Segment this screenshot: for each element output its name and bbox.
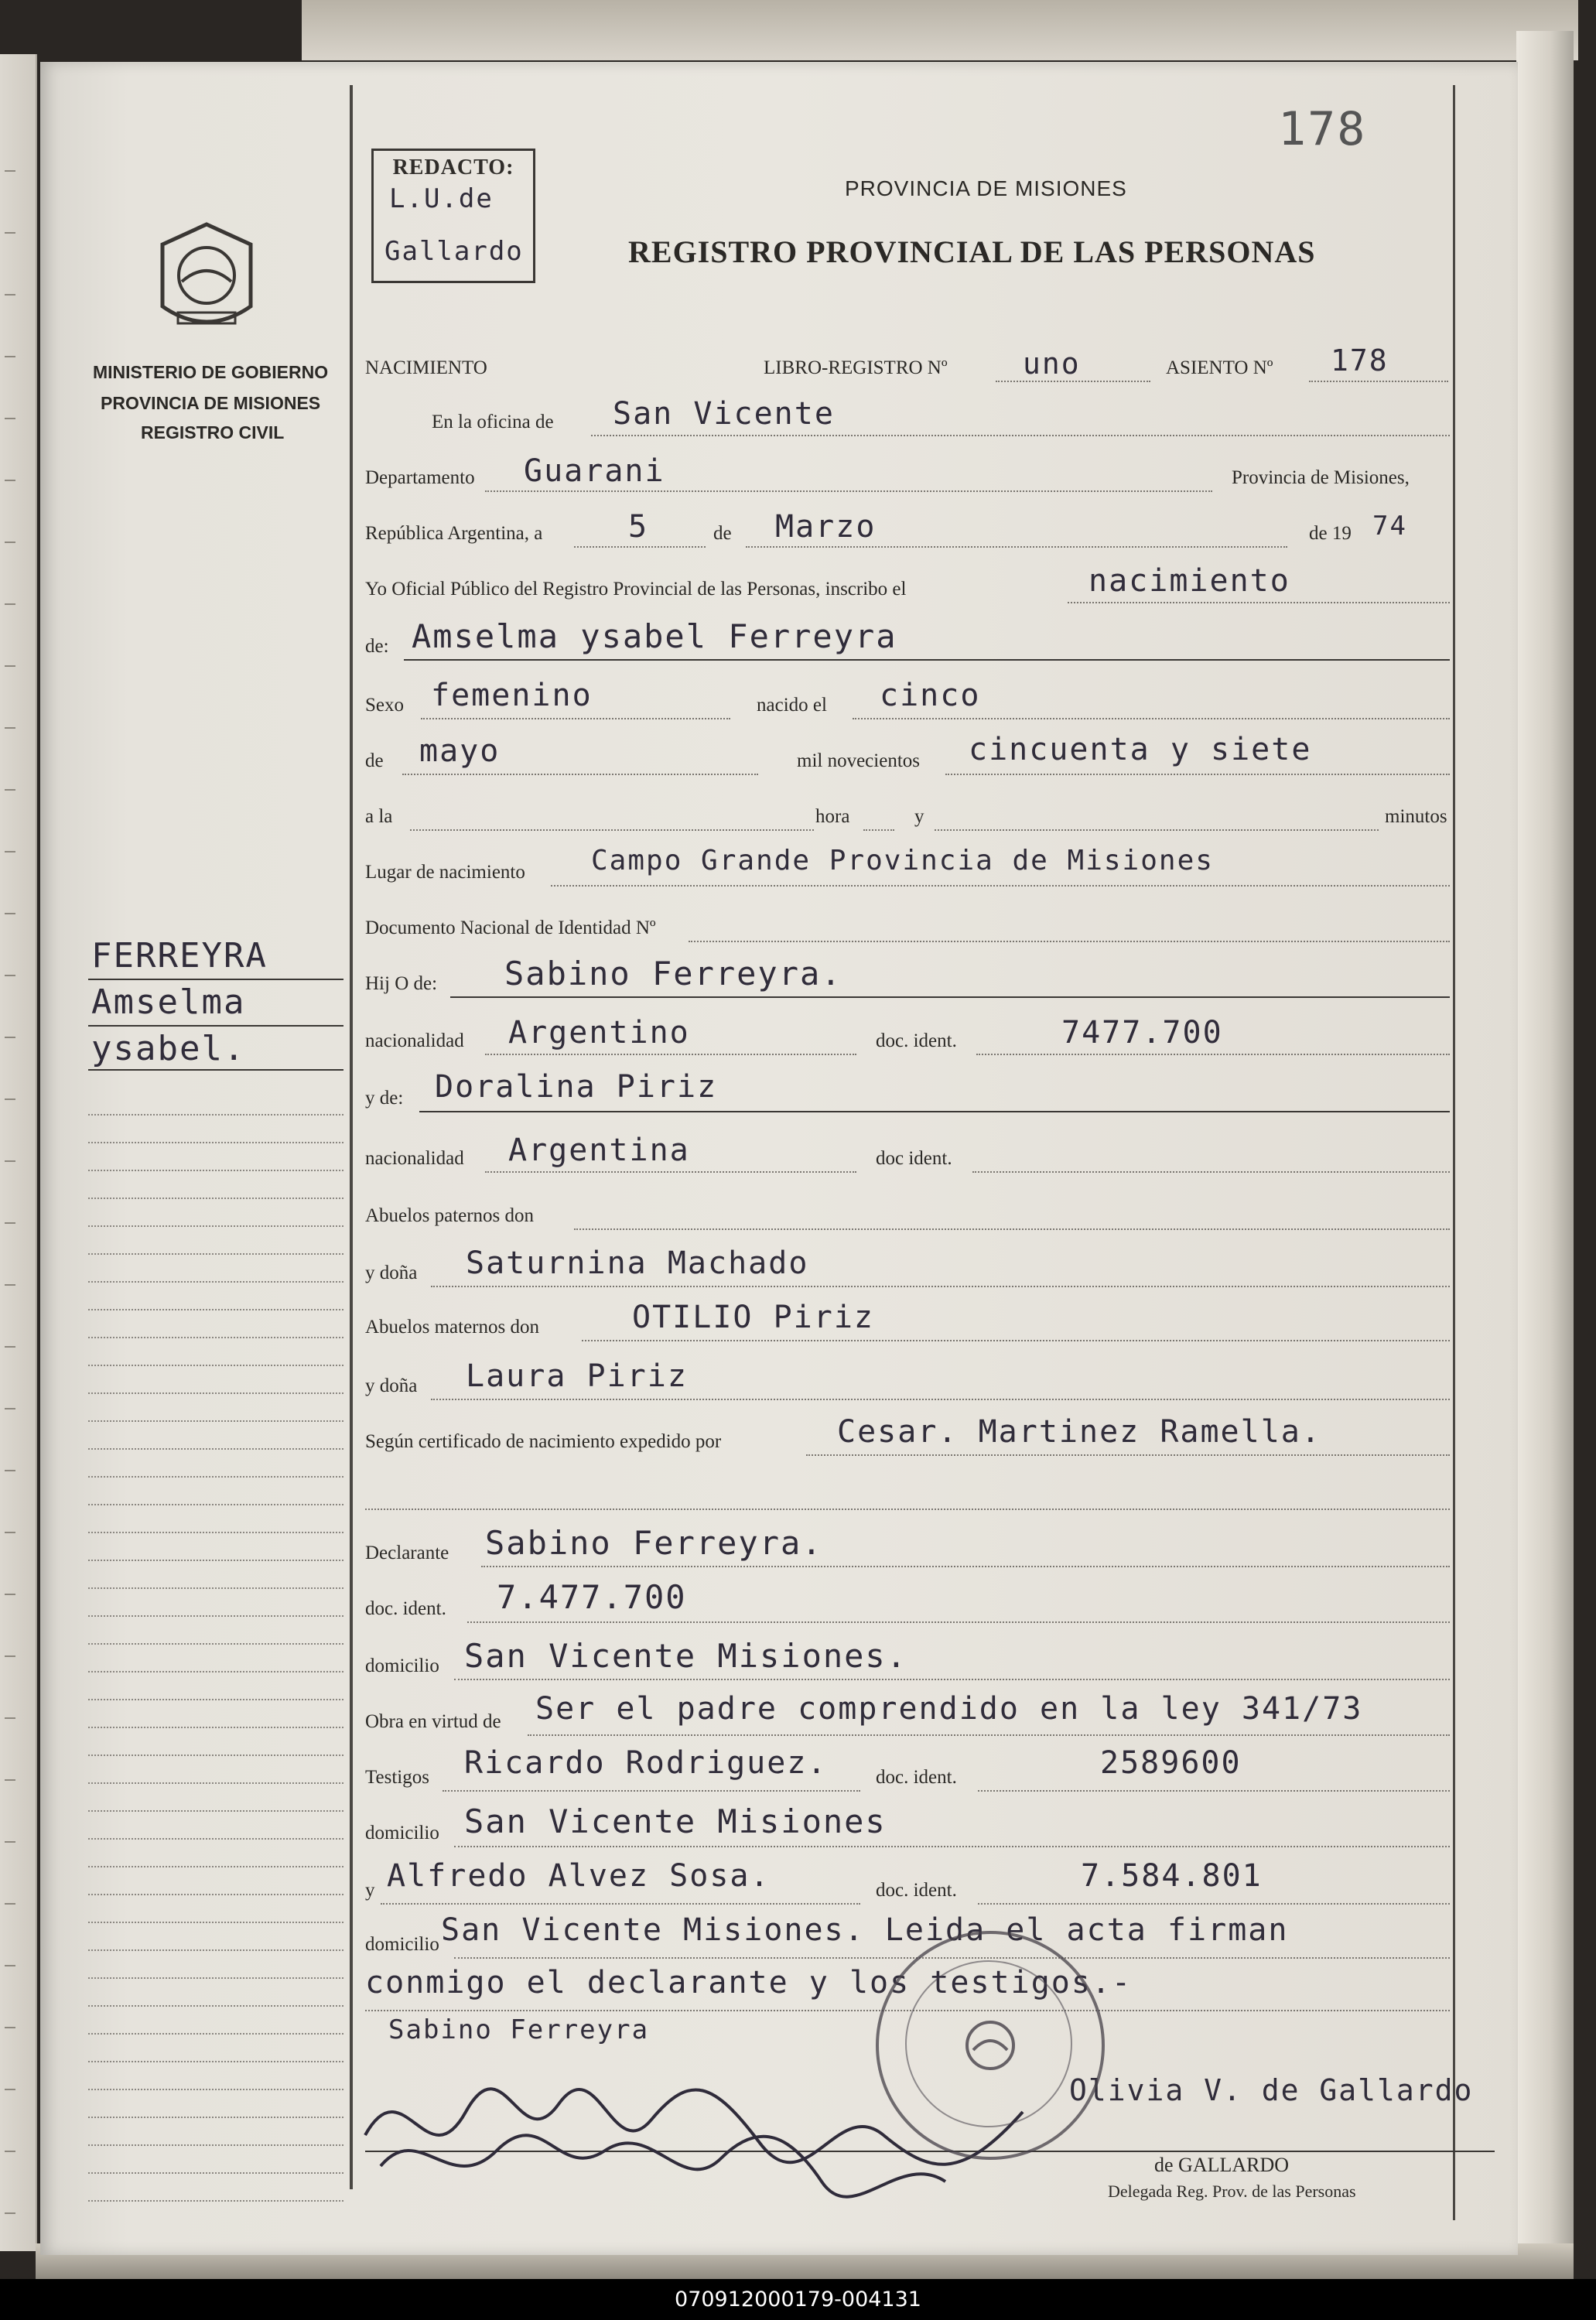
mes-value: Marzo bbox=[775, 509, 877, 545]
margin-ruled-line bbox=[88, 1281, 343, 1283]
margin-name1: Amselma bbox=[91, 982, 246, 1022]
testigo2-dom-label: domicilio bbox=[365, 1934, 439, 1955]
lugar-label: Lugar de nacimiento bbox=[365, 862, 525, 883]
margin-ruled-line bbox=[88, 2089, 343, 2090]
sexo-value: femenino bbox=[431, 678, 593, 713]
left-edge-tick bbox=[5, 1594, 15, 1595]
mil-label: mil novecientos bbox=[797, 750, 920, 771]
obra-value: Ser el padre comprendido en la ley 341/73 bbox=[535, 1691, 1363, 1727]
declarante-signature: Sabino Ferreyra bbox=[388, 2014, 650, 2045]
nacido-mes-dots bbox=[402, 774, 758, 775]
official-name: de GALLARDO bbox=[1154, 2154, 1290, 2176]
margin-ruled-line bbox=[88, 1392, 343, 1394]
decl-doc-label: doc. ident. bbox=[365, 1598, 446, 1619]
stamp-line2: Gallardo bbox=[384, 236, 524, 267]
libro-label: LIBRO-REGISTRO Nº bbox=[764, 357, 948, 378]
book-top-edge bbox=[302, 0, 1578, 60]
de-label: de bbox=[713, 523, 732, 544]
margin-ruled-line bbox=[88, 1198, 343, 1199]
margin-ruled-line bbox=[88, 1810, 343, 1812]
left-edge-tick bbox=[5, 789, 15, 791]
nacimiento-label: NACIMIENTO bbox=[365, 357, 487, 378]
madre-nac-dots bbox=[485, 1171, 856, 1173]
y-label: y bbox=[914, 806, 924, 827]
minutos-label: minutos bbox=[1385, 806, 1447, 827]
left-edge-tick bbox=[5, 851, 15, 852]
margin-ruled-line bbox=[88, 1727, 343, 1728]
margin-ruled-line bbox=[88, 1504, 343, 1505]
left-edge-tick bbox=[5, 2212, 15, 2214]
stamp-title: REDACTO: bbox=[392, 155, 514, 179]
nacido-mes-value: mayo bbox=[419, 733, 501, 769]
abuela-pat-dots bbox=[431, 1286, 1450, 1287]
left-edge-tick bbox=[5, 1098, 15, 1100]
left-edge-tick bbox=[5, 1346, 15, 1348]
padre-rule bbox=[450, 996, 1450, 998]
margin-ruled-line bbox=[88, 1587, 343, 1589]
left-edge-tick bbox=[5, 1037, 15, 1038]
left-edge-tick bbox=[5, 356, 15, 357]
a-la-label: a la bbox=[365, 806, 393, 827]
oficina-dots bbox=[591, 435, 1450, 436]
margin-ruled-line bbox=[88, 2117, 343, 2118]
padre-doc-value: 7477.700 bbox=[1061, 1015, 1223, 1051]
testigos-label: Testigos bbox=[365, 1767, 429, 1788]
testigo1-doc-value: 2589600 bbox=[1100, 1745, 1242, 1781]
ministry-line3: REGISTRO CIVIL bbox=[141, 422, 285, 442]
margin-ruled-line bbox=[88, 1560, 343, 1561]
margin-ruled-line bbox=[88, 1949, 343, 1951]
document-page bbox=[40, 62, 1518, 2255]
declarante-dots bbox=[481, 1566, 1450, 1567]
conmigo-value: conmigo el declarante y los testigos.- bbox=[365, 1965, 1133, 2001]
provincia-label: Provincia de Misiones, bbox=[1232, 467, 1410, 488]
minutos-dots bbox=[935, 829, 1379, 831]
left-edge-tick bbox=[5, 1655, 15, 1657]
abuelo-mat-value: OTILIO Piriz bbox=[632, 1300, 874, 1335]
margin-ruled-line bbox=[88, 1866, 343, 1867]
margin-ruled-line bbox=[88, 2172, 343, 2174]
left-edge-tick bbox=[5, 294, 15, 296]
margin-ruled-line bbox=[88, 1420, 343, 1422]
abuelos-pat-dots bbox=[574, 1228, 1450, 1230]
certificado-dots-2 bbox=[365, 1509, 1450, 1510]
hora-label: hora bbox=[815, 806, 850, 827]
left-edge-tick bbox=[5, 1222, 15, 1224]
left-edge-tick bbox=[5, 665, 15, 667]
margin-ruled-line bbox=[88, 1643, 343, 1645]
padre-nac-value: Argentino bbox=[508, 1015, 690, 1051]
hijo-label: Hij O de: bbox=[365, 973, 438, 994]
madre-doc-dots bbox=[972, 1171, 1450, 1173]
certificado-dots bbox=[806, 1454, 1450, 1456]
left-edge-tick bbox=[5, 2027, 15, 2028]
left-edge-tick bbox=[5, 2089, 15, 2090]
madre-value: Doralina Piriz bbox=[435, 1069, 718, 1105]
left-edge-tick bbox=[5, 1779, 15, 1781]
madre-nac-value: Argentina bbox=[508, 1133, 690, 1168]
left-edge-tick bbox=[5, 1903, 15, 1905]
doc-ident-label: doc. ident. bbox=[876, 1030, 957, 1051]
left-edge-tick bbox=[5, 913, 15, 914]
margin-ruled-line bbox=[88, 2144, 343, 2146]
asiento-value: 178 bbox=[1331, 343, 1389, 378]
doc-ident-label-2: doc ident. bbox=[876, 1148, 952, 1169]
left-edge-tick bbox=[5, 1470, 15, 1471]
anio-label: de 19 bbox=[1309, 523, 1352, 544]
margin-ruled-line bbox=[88, 1309, 343, 1310]
inscribo-dots bbox=[1068, 602, 1450, 603]
left-edge-tick bbox=[5, 170, 15, 172]
decl-doc-value: 7.477.700 bbox=[497, 1578, 687, 1616]
mil-value: cincuenta y siete bbox=[969, 732, 1312, 767]
margin-ruled-line bbox=[88, 1671, 343, 1673]
province-header: PROVINCIA DE MISIONES bbox=[845, 176, 1127, 200]
abuelos-mat-dots bbox=[582, 1340, 1450, 1341]
nombre-value: Amselma ysabel Ferreyra bbox=[412, 617, 897, 655]
margin-ruled-line bbox=[88, 1922, 343, 1923]
registry-header: REGISTRO PROVINCIAL DE LAS PERSONAS bbox=[628, 234, 1316, 269]
nacido-value: cinco bbox=[880, 678, 981, 713]
nombre-rule bbox=[404, 659, 1450, 661]
testigo1-value: Ricardo Rodriguez. bbox=[464, 1745, 828, 1781]
document-id-footer: 070912000179-004131 bbox=[0, 2279, 1596, 2320]
left-vertical-rule bbox=[350, 85, 353, 2189]
republica-label: República Argentina, a bbox=[365, 523, 543, 544]
margin-ruled-line bbox=[88, 2033, 343, 2035]
official-title: Delegada Reg. Prov. de las Personas bbox=[1108, 2182, 1356, 2201]
left-edge-tick bbox=[5, 2151, 15, 2152]
oficina-value: San Vicente bbox=[613, 396, 835, 432]
decl-dom-value: San Vicente Misiones. bbox=[464, 1637, 908, 1675]
seal-emblem-icon bbox=[959, 2014, 1021, 2076]
y-de-label: y de: bbox=[365, 1088, 404, 1109]
margin-ruled-line bbox=[88, 1532, 343, 1533]
testigo1-doc-dots bbox=[978, 1790, 1450, 1792]
margin-ruled-line bbox=[88, 2200, 343, 2202]
padre-doc-dots bbox=[976, 1054, 1450, 1055]
left-edge-tick bbox=[5, 1408, 15, 1409]
abuela-mat-dots bbox=[431, 1399, 1450, 1400]
y-label-2: y bbox=[365, 1880, 375, 1901]
book-left-page-edge bbox=[0, 54, 37, 2251]
abuelos-pat-label: Abuelos paternos don bbox=[365, 1205, 535, 1226]
margin-ruled-line bbox=[88, 1782, 343, 1784]
certificado-value: Cesar. Martinez Ramella. bbox=[837, 1414, 1321, 1450]
sexo-dots bbox=[421, 718, 730, 719]
left-edge-tick bbox=[5, 1532, 15, 1533]
testigo2-doc-dots bbox=[978, 1903, 1450, 1905]
margin-ruled-line bbox=[88, 1977, 343, 1979]
margin-ruled-line bbox=[88, 1476, 343, 1478]
departamento-label: Departamento bbox=[365, 467, 475, 488]
left-edge-tick bbox=[5, 727, 15, 729]
certificado-label: Según certificado de nacimiento expedido por bbox=[365, 1431, 722, 1452]
margin-ruled-line bbox=[88, 1615, 343, 1617]
margin-ruled-line bbox=[88, 1894, 343, 1895]
left-edge-tick bbox=[5, 1841, 15, 1843]
departamento-dots bbox=[485, 490, 1212, 492]
declarante-value: Sabino Ferreyra. bbox=[485, 1524, 823, 1562]
testigo2-doc-value: 7.584.801 bbox=[1081, 1858, 1263, 1894]
left-edge-tick bbox=[5, 603, 15, 605]
margin-ruled-lines bbox=[88, 1068, 343, 2212]
margin-ruled-line bbox=[88, 2005, 343, 2007]
left-edge-tick bbox=[5, 975, 15, 976]
hora-dots bbox=[410, 829, 814, 831]
testigo1-dom-dots bbox=[454, 1846, 1450, 1847]
nacido-dots bbox=[853, 718, 1450, 719]
nacionalidad-label-2: nacionalidad bbox=[365, 1148, 464, 1169]
de-colon-label: de: bbox=[365, 636, 389, 657]
sexo-label: Sexo bbox=[365, 695, 404, 716]
coat-of-arms-icon bbox=[155, 221, 258, 339]
asiento-dots bbox=[1309, 381, 1448, 382]
mil-dots bbox=[945, 774, 1450, 775]
lugar-dots bbox=[551, 885, 1450, 887]
testigo2-doc-label: doc. ident. bbox=[876, 1880, 957, 1901]
dia-dots bbox=[574, 546, 706, 548]
margin-ruled-line bbox=[88, 1755, 343, 1756]
margin-ruled-line bbox=[88, 2061, 343, 2062]
abuelos-mat-label: Abuelos maternos don bbox=[365, 1317, 539, 1338]
dia-value: 5 bbox=[628, 509, 649, 545]
margin-ruled-line bbox=[88, 1699, 343, 1700]
margin-ruled-line bbox=[88, 1838, 343, 1840]
margin-ruled-line bbox=[88, 1114, 343, 1116]
official-round-seal bbox=[876, 1931, 1105, 2160]
testigo2-dots bbox=[381, 1903, 860, 1905]
anio-value: 74 bbox=[1372, 511, 1407, 542]
y-dots bbox=[863, 829, 894, 831]
left-edge-tick bbox=[5, 1284, 15, 1286]
dni-label: Documento Nacional de Identidad Nº bbox=[365, 917, 656, 938]
y-dona-label: y doña bbox=[365, 1263, 418, 1283]
margin-rule1 bbox=[88, 979, 343, 980]
ministry-line1: MINISTERIO DE GOBIERNO bbox=[93, 362, 329, 382]
left-edge-tick bbox=[5, 480, 15, 481]
redacto-stamp bbox=[371, 149, 535, 283]
oficina-label: En la oficina de bbox=[432, 412, 554, 432]
declarante-label: Declarante bbox=[365, 1543, 449, 1563]
testigo2-value: Alfredo Alvez Sosa. bbox=[387, 1858, 771, 1894]
ministry-line2: PROVINCIA DE MISIONES bbox=[101, 393, 321, 413]
de-mes-label: de bbox=[365, 750, 384, 771]
left-edge-tick bbox=[5, 232, 15, 234]
madre-rule bbox=[419, 1111, 1450, 1112]
left-edge-tick bbox=[5, 542, 15, 543]
padre-nac-dots bbox=[485, 1054, 856, 1055]
testigo1-dom-value: San Vicente Misiones bbox=[464, 1802, 887, 1840]
decl-doc-dots bbox=[467, 1621, 1450, 1623]
margin-ruled-line bbox=[88, 1225, 343, 1227]
libro-dots bbox=[996, 381, 1150, 382]
obra-dots bbox=[528, 1734, 1450, 1736]
right-vertical-rule bbox=[1453, 85, 1455, 2220]
obra-label: Obra en virtud de bbox=[365, 1711, 501, 1732]
mes-dots bbox=[746, 546, 1287, 548]
margin-ruled-line bbox=[88, 1365, 343, 1366]
margin-rule2 bbox=[88, 1025, 343, 1027]
decl-dom-dots bbox=[454, 1679, 1450, 1680]
lugar-value: Campo Grande Provincia de Misiones bbox=[591, 845, 1214, 876]
page-number: 178 bbox=[1278, 102, 1367, 156]
margin-name2: ysabel. bbox=[91, 1029, 246, 1068]
left-edge-tick bbox=[5, 1965, 15, 1966]
y-dona-label-2: y doña bbox=[365, 1375, 418, 1396]
left-edge-tick bbox=[5, 1160, 15, 1162]
padre-value: Sabino Ferreyra. bbox=[504, 955, 842, 993]
stamp-line1: L.U.de bbox=[389, 183, 494, 214]
margin-ruled-line bbox=[88, 1448, 343, 1450]
testigo1-dots bbox=[443, 1790, 860, 1792]
margin-surname: FERREYRA bbox=[91, 936, 268, 975]
asiento-label: ASIENTO Nº bbox=[1166, 357, 1273, 378]
abuela-mat-value: Laura Piriz bbox=[466, 1358, 688, 1394]
left-edge-tick bbox=[5, 418, 15, 419]
testigo1-doc-label: doc. ident. bbox=[876, 1767, 957, 1788]
official-signature: Olivia V. de Gallardo bbox=[1069, 2073, 1474, 2107]
margin-ruled-line bbox=[88, 1253, 343, 1255]
nacionalidad-label: nacionalidad bbox=[365, 1030, 464, 1051]
libro-value: uno bbox=[1023, 347, 1081, 381]
margin-ruled-line bbox=[88, 1142, 343, 1143]
testigo2-dom-value: San Vicente Misiones. Leida el acta firman bbox=[441, 1912, 1289, 1948]
margin-ruled-line bbox=[88, 1337, 343, 1338]
testigo1-dom-label: domicilio bbox=[365, 1823, 439, 1843]
book-right-edge bbox=[1516, 31, 1574, 2251]
nacido-label: nacido el bbox=[757, 695, 827, 716]
left-edge-tick bbox=[5, 1717, 15, 1719]
abuela-pat-value: Saturnina Machado bbox=[466, 1245, 809, 1281]
domicilio-label: domicilio bbox=[365, 1655, 439, 1676]
yo-oficial-label: Yo Oficial Público del Registro Provincial de las Personas, inscribo el bbox=[365, 579, 907, 600]
departamento-value: Guarani bbox=[524, 453, 665, 489]
dni-dots bbox=[689, 941, 1450, 942]
margin-ruled-line bbox=[88, 1170, 343, 1171]
inscribo-value: nacimiento bbox=[1088, 563, 1290, 599]
